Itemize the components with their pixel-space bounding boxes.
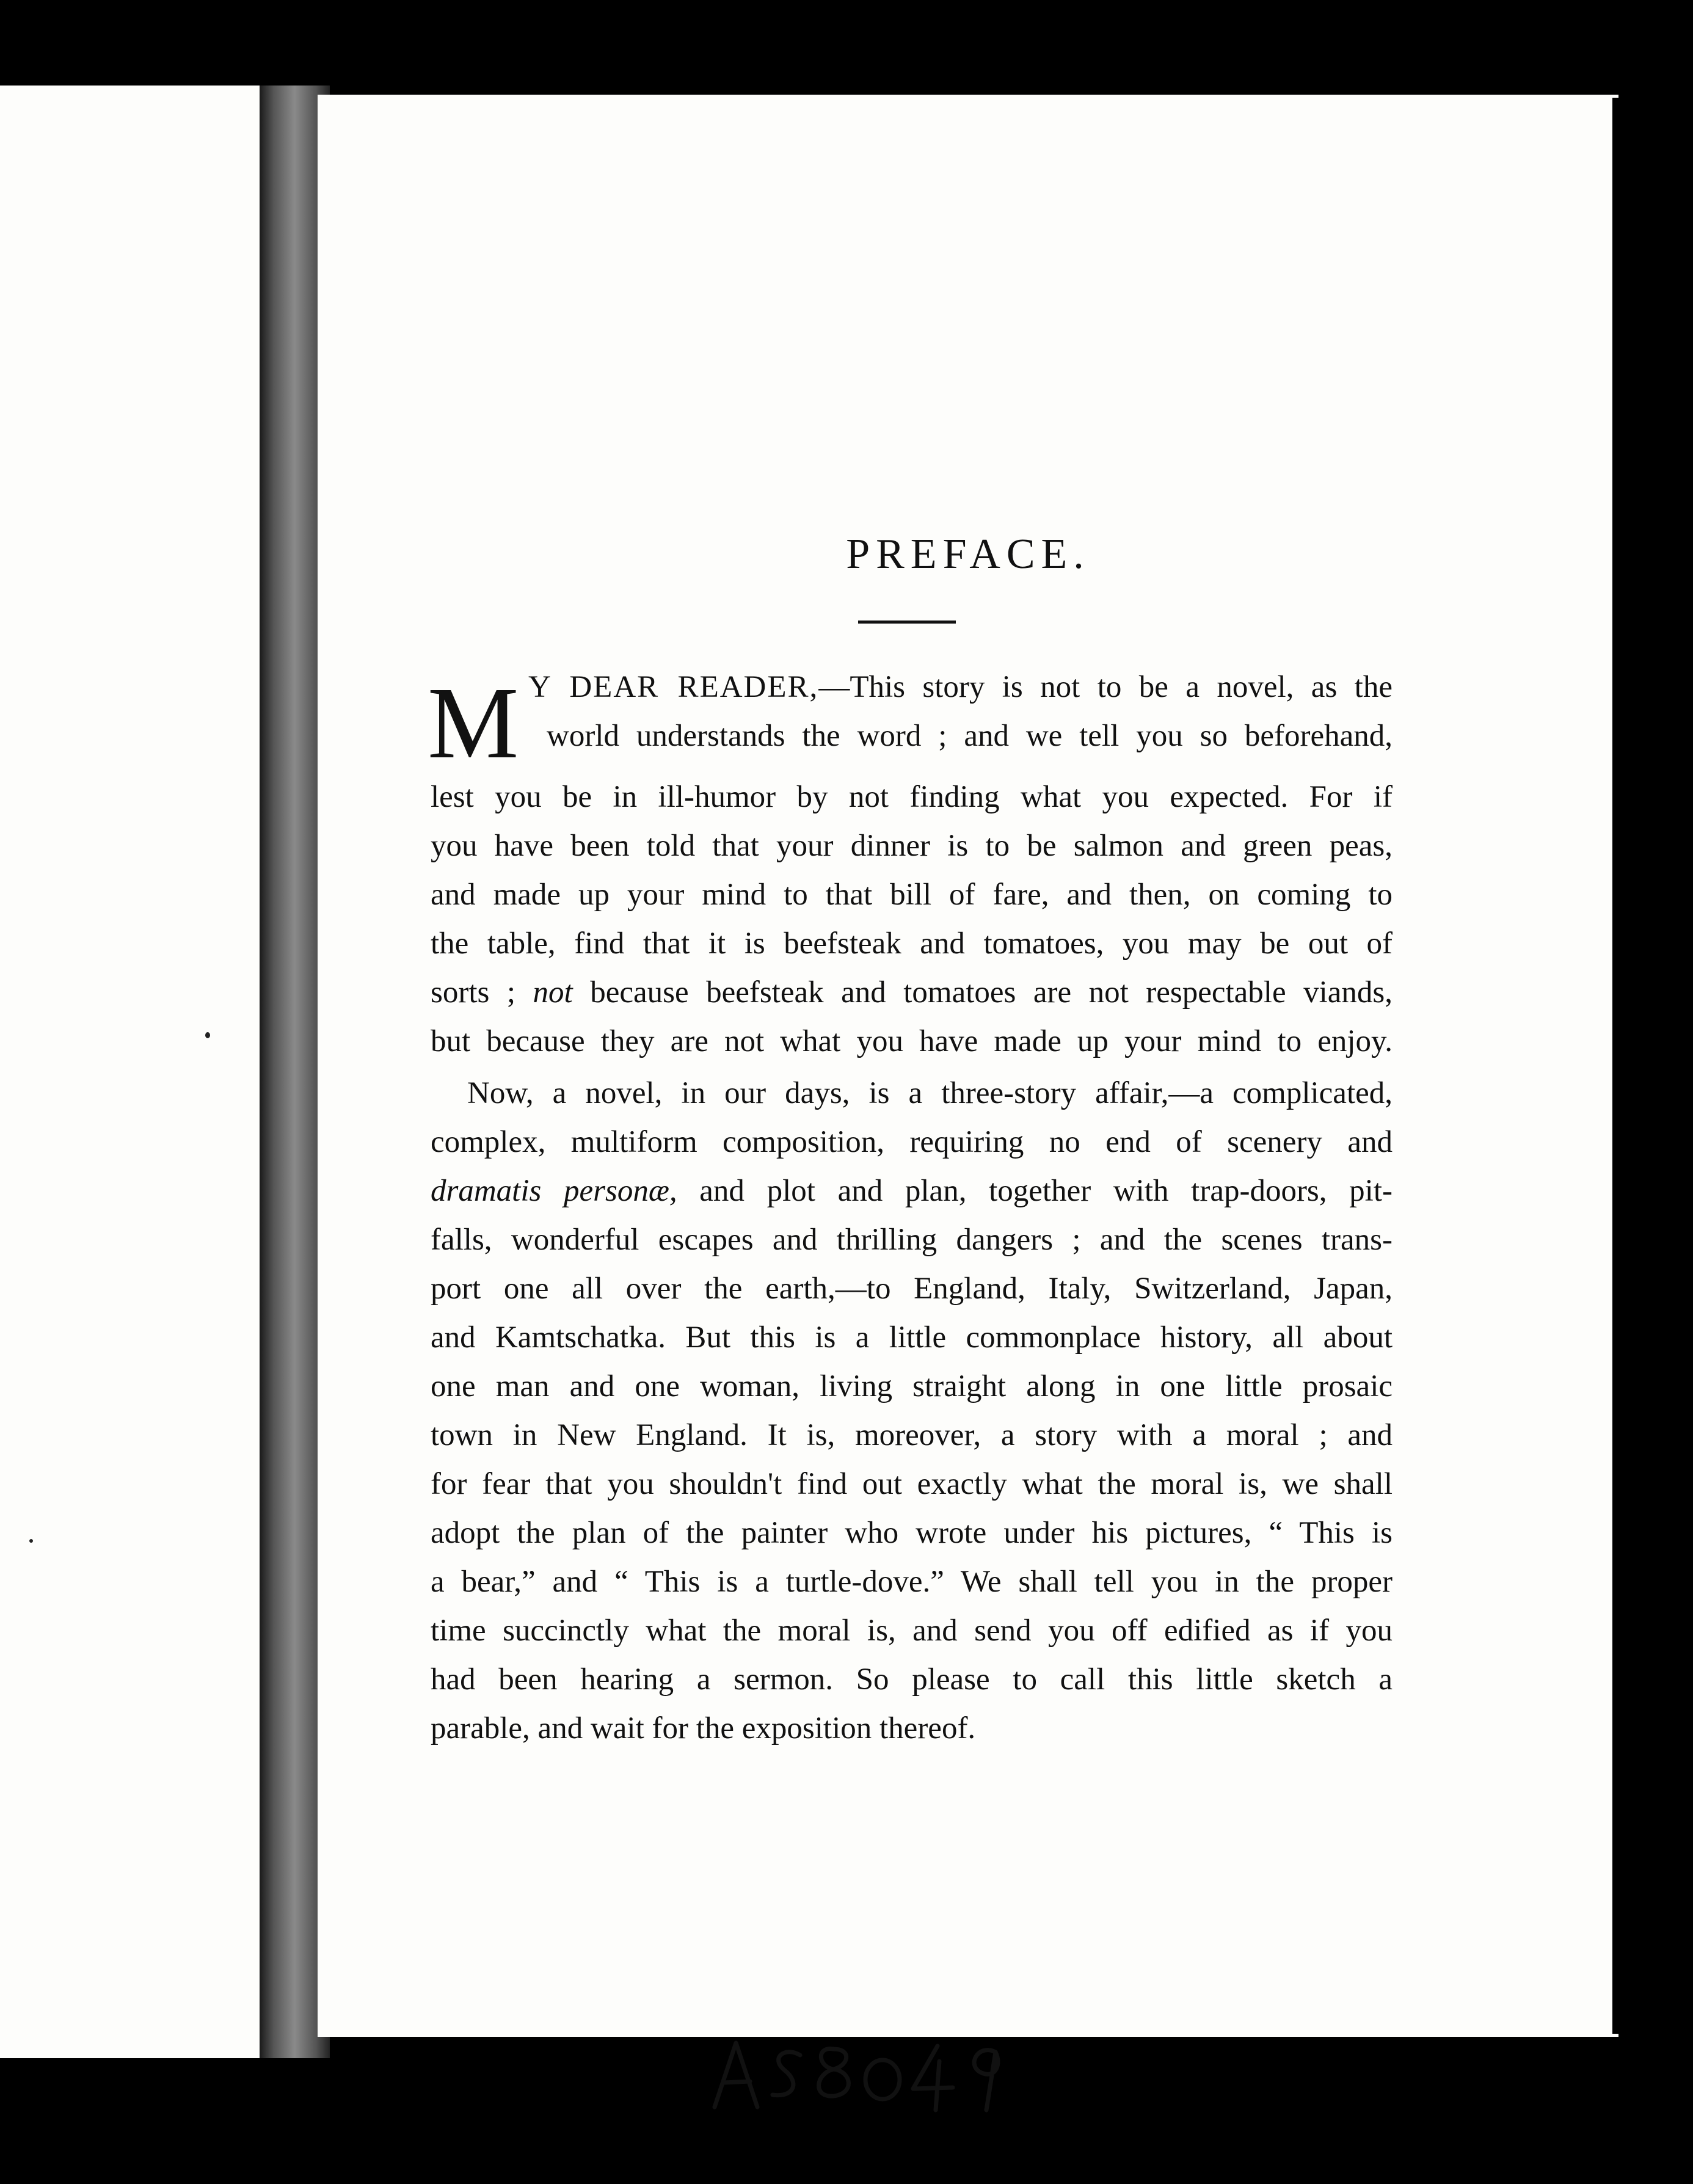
text-line: for fear that you shouldn't find out exactly what the moral is, we shall: [431, 1467, 1393, 1501]
text-line: sorts ; not because beefsteak and tomatoes are not respectable viands,: [431, 975, 1393, 1010]
text-line: one man and one woman, living straight along in one little prosaic: [431, 1369, 1393, 1403]
text-line: a bear,” and “ This is a turtle-dove.” We shall tell you in the proper: [431, 1565, 1393, 1599]
text-line: had been hearing a sermon. So please to call this little sketch a: [431, 1662, 1393, 1697]
text-line: and Kamtschatka. But this is a little commonplace history, all about: [431, 1320, 1393, 1355]
text-line: parable, and wait for the exposition thereof.: [431, 1711, 976, 1745]
text-line: falls, wonderful escapes and thrilling dangers ; and the scenes trans-: [431, 1223, 1393, 1257]
ink-speck: [29, 1539, 33, 1543]
italic-phrase: dramatis personæ,: [431, 1174, 677, 1208]
text-line: you have been told that your dinner is to be salmon and green peas,: [431, 829, 1393, 863]
ink-speck: [205, 1032, 210, 1038]
italic-word: not: [533, 975, 573, 1010]
text-line: adopt the plan of the painter who wrote under his pictures, “ This is: [431, 1516, 1393, 1550]
handwritten-catalog-number: [708, 2022, 1014, 2113]
text-line: and made up your mind to that bill of fare, and then, on coming to: [431, 878, 1393, 912]
page-edge: [1612, 98, 1621, 2034]
text-line: world understands the word ; and we tell you so beforehand,: [547, 719, 1393, 753]
text-line: dramatis personæ, and plot and plan, together with trap-doors, pit-: [431, 1174, 1393, 1208]
text-line: complex, multiform composition, requiring no end of scenery and: [431, 1125, 1393, 1159]
drop-cap: M: [428, 666, 519, 780]
text-line: port one all over the earth,—to England, Italy, Switzerland, Japan,: [431, 1272, 1393, 1306]
text-line: lest you be in ill-humor by not finding what you expected. For if: [431, 780, 1393, 814]
text-line: the table, find that it is beefsteak and tomatoes, you may be out of: [431, 926, 1393, 961]
page-title: PREFACE.: [846, 531, 1090, 578]
title-rule: [858, 621, 956, 624]
opening-smallcaps: Y DEAR READER,: [528, 670, 819, 704]
text-line: Now, a novel, in our days, is a three-story affair,—a complicated,: [467, 1076, 1393, 1110]
left-page: [0, 86, 269, 2058]
text-line: time succinctly what the moral is, and send you off edified as if you: [431, 1614, 1393, 1648]
text-line: but because they are not what you have made up your mind to enjoy.: [431, 1024, 1393, 1058]
text-line: Y DEAR READER,—This story is not to be a novel, as the: [528, 670, 1393, 704]
text-line: town in New England. It is, moreover, a story with a moral ; and: [431, 1418, 1393, 1452]
